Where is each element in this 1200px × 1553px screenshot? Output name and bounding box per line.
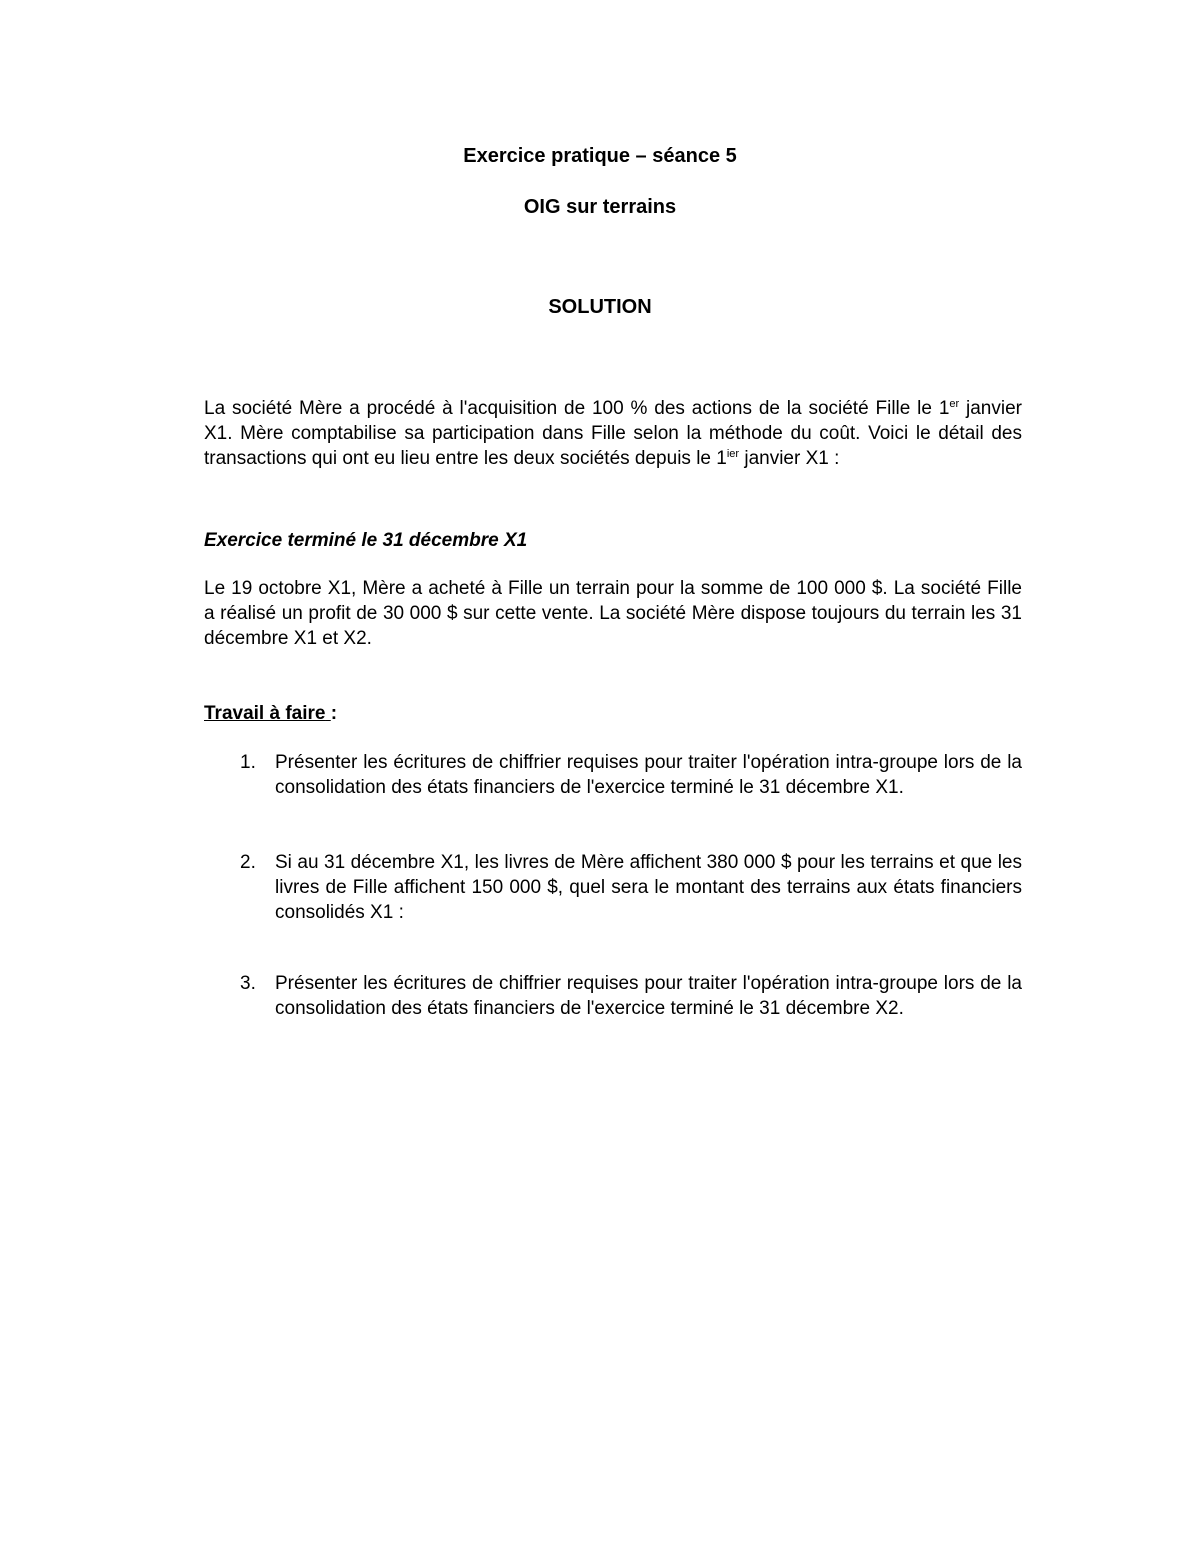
document-subtitle: OIG sur terrains [523, 196, 677, 218]
document-title: Exercice pratique – séance 5 [463, 145, 737, 167]
task-number-3: 3. [240, 973, 256, 994]
task-text-1: Présenter les écritures de chiffrier requises pour traiter l'opération intra-groupe lors de la consolidation des états financiers de l'exercice terminé le 31 décembre X1. [275, 752, 1022, 798]
intro-superscript-2: ier [726, 448, 740, 460]
intro-superscript-1: er [949, 398, 960, 410]
case-paragraph: Le 19 octobre X1, Mère a acheté à Fille un terrain pour la somme de 100 000 $. La société Fille a réalisé un profit de 30 000 $ sur cette vente. La société Mère dispose toujours du terrain les 31 décembre X1 et X2. [204, 578, 1022, 649]
intro-text-part1: La société Mère a procédé à l'acquisition de 100 % des actions de la société Fille le 1 [204, 398, 950, 419]
solution-label: SOLUTION [548, 296, 652, 318]
intro-paragraph [204, 396, 1022, 471]
task-number-2: 2. [240, 852, 256, 873]
task-heading [204, 701, 337, 726]
intro-text-part3: janvier X1 : [739, 448, 840, 469]
intro-text-part2: janvier X1. Mère comptabilise sa participation dans Fille selon la méthode du coût. Voici le détail des transactions qui ont eu lieu entre les deux sociétés depuis le 1 [204, 398, 1022, 469]
section-heading: Exercice terminé le 31 décembre X1 [204, 530, 528, 551]
task-text-3: Présenter les écritures de chiffrier requises pour traiter l'opération intra-groupe lors de la consolidation des états financiers de l'exercice terminé le 31 décembre X2. [275, 973, 1022, 1019]
task-number-1: 1. [240, 752, 256, 773]
task-heading-colon: : [330, 703, 338, 724]
task-text-2: Si au 31 décembre X1, les livres de Mère affichent 380 000 $ pour les terrains et que les livres de Fille affichent 150 000 $, quel sera le montant des terrains aux états financiers consolidés X1 : [275, 852, 1022, 923]
task-heading-label: Travail à faire [204, 703, 326, 724]
